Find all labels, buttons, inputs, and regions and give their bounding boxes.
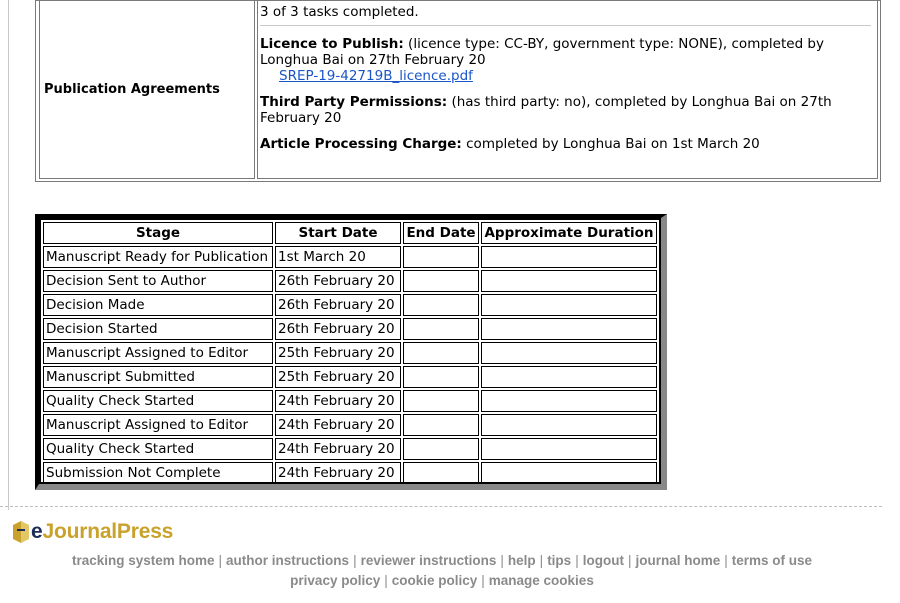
start-date-cell: 1st March 20 [275, 246, 401, 268]
footer-links-row-2 [0, 571, 884, 591]
publication-agreements-label: Publication Agreements [39, 0, 255, 179]
table-row [43, 462, 657, 484]
end-date-cell [403, 414, 479, 436]
table-row [43, 366, 657, 388]
start-date-cell: 26th February 20 [275, 318, 401, 340]
start-date-cell: 26th February 20 [275, 270, 401, 292]
duration-cell [481, 294, 657, 316]
link-separator: | [575, 553, 579, 568]
stage-header-row [43, 222, 657, 244]
apc-detail: completed by Longhua Bai on 1st March 20 [461, 136, 760, 152]
duration-cell [481, 270, 657, 292]
apc-title: Article Processing Charge: [260, 136, 462, 152]
duration-cell [481, 462, 657, 484]
footer-link-tips[interactable]: tips [547, 553, 572, 568]
column-header-end-date: End Date [403, 222, 479, 244]
stage-cell: Decision Started [43, 318, 273, 340]
footer-link-reviewer-instructions[interactable]: reviewer instructions [360, 553, 497, 568]
stage-cell: Manuscript Assigned to Editor [43, 342, 273, 364]
start-date-cell: 24th February 20 [275, 390, 401, 412]
stage-cell: Manuscript Ready for Publication [43, 246, 273, 268]
table-row [43, 270, 657, 292]
article-processing-charge [260, 136, 875, 152]
licence-file-link[interactable]: SREP-19-42719B_licence.pdf [279, 68, 473, 84]
start-date-cell: 24th February 20 [275, 462, 401, 484]
stage-history-table [35, 214, 667, 490]
third-party-title: Third Party Permissions: [260, 94, 448, 110]
footer-link-journal-home[interactable]: journal home [635, 553, 721, 568]
link-separator: | [500, 553, 504, 568]
end-date-cell [403, 390, 479, 412]
footer-link-manage-cookies[interactable]: manage cookies [488, 573, 594, 588]
stage-cell: Decision Sent to Author [43, 270, 273, 292]
third-party-detail: (has third party: no), completed by Longhua Bai on 27th February 20 [260, 94, 832, 126]
tasks-summary: 3 of 3 tasks completed. [260, 4, 871, 26]
table-row [43, 414, 657, 436]
stage-cell: Manuscript Assigned to Editor [43, 414, 273, 436]
column-header-duration: Approximate Duration [481, 222, 657, 244]
table-row [43, 438, 657, 460]
end-date-cell [403, 294, 479, 316]
ejournalpress-logo[interactable] [10, 519, 173, 545]
footer-link-author-instructions[interactable]: author instructions [226, 553, 350, 568]
licence-to-publish [260, 36, 875, 84]
end-date-cell [403, 366, 479, 388]
end-date-cell [403, 342, 479, 364]
link-separator: | [627, 553, 632, 568]
footer-link-privacy-policy[interactable]: privacy policy [290, 573, 381, 588]
footer-links [0, 551, 884, 591]
start-date-cell: 24th February 20 [275, 438, 401, 460]
ejournalpress-logo-text: eJournalPress [31, 520, 174, 543]
stage-cell: Manuscript Submitted [43, 366, 273, 388]
footer-link-cookie-policy[interactable]: cookie policy [391, 573, 478, 588]
start-date-cell: 24th February 20 [275, 414, 401, 436]
publication-agreements-content [257, 0, 878, 179]
end-date-cell [403, 462, 479, 484]
start-date-cell: 25th February 20 [275, 366, 401, 388]
duration-cell [481, 438, 657, 460]
footer-link-terms-of-use[interactable]: terms of use [731, 553, 813, 568]
duration-cell [481, 342, 657, 364]
table-row [43, 390, 657, 412]
table-row [43, 294, 657, 316]
stage-cell: Submission Not Complete [43, 462, 273, 484]
column-header-start-date: Start Date [275, 222, 401, 244]
link-separator: | [218, 553, 223, 568]
end-date-cell [403, 438, 479, 460]
table-row [43, 246, 657, 268]
stage-cell: Quality Check Started [43, 390, 273, 412]
table-row [43, 342, 657, 364]
footer-link-help[interactable]: help [507, 553, 536, 568]
end-date-cell [403, 270, 479, 292]
duration-cell [481, 366, 657, 388]
stage-cell: Decision Made [43, 294, 273, 316]
table-row [43, 318, 657, 340]
column-header-stage: Stage [43, 222, 273, 244]
link-separator: | [353, 553, 357, 568]
stage-table-body [43, 246, 657, 484]
licence-detail: (licence type: CC-BY, government type: NONE), completed by Longhua Bai on 27th February 20 [260, 36, 824, 68]
duration-cell [481, 318, 657, 340]
start-date-cell: 25th February 20 [275, 342, 401, 364]
end-date-cell [403, 318, 479, 340]
start-date-cell: 26th February 20 [275, 294, 401, 316]
end-date-cell [403, 246, 479, 268]
licence-title: Licence to Publish: [260, 36, 404, 52]
link-separator: | [384, 573, 388, 588]
footer-links-row-1 [0, 551, 884, 571]
link-separator: | [539, 553, 544, 568]
publication-agreements-table [35, 0, 881, 182]
footer-divider [0, 506, 882, 507]
stage-cell: Quality Check Started [43, 438, 273, 460]
third-party-permissions [260, 94, 875, 126]
duration-cell [481, 390, 657, 412]
link-separator: | [481, 573, 485, 588]
ejournalpress-logo-icon [10, 521, 30, 543]
page-left-rule [8, 0, 9, 510]
duration-cell [481, 414, 657, 436]
link-separator: | [724, 553, 728, 568]
duration-cell [481, 246, 657, 268]
footer-link-logout[interactable]: logout [582, 553, 624, 568]
footer-link-tracking-system-home[interactable]: tracking system home [71, 553, 215, 568]
